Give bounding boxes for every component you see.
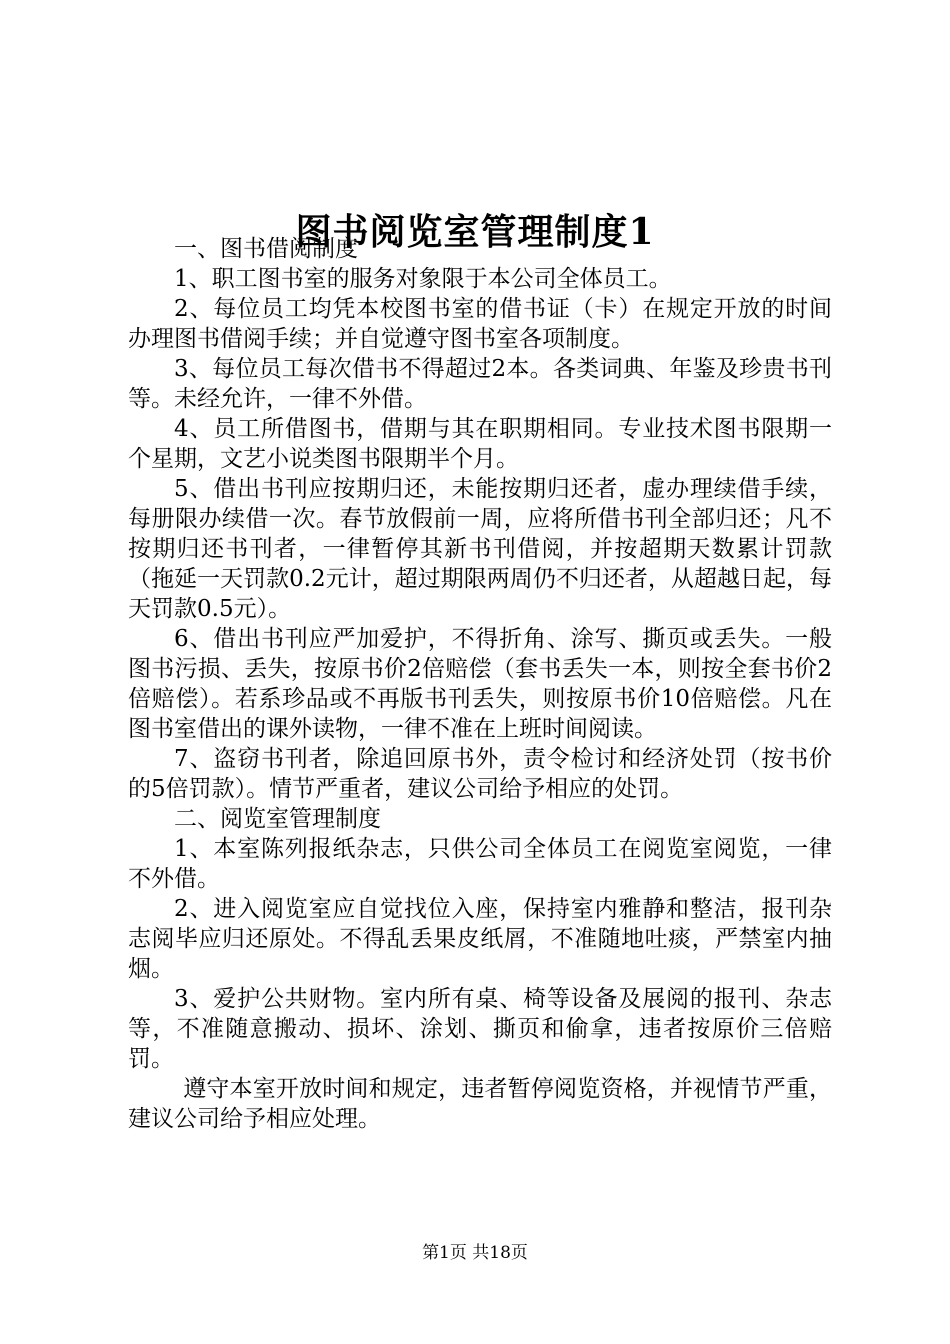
reading-room-closing-note: 遵守本室开放时间和规定，违者暂停阅览资格，并视情节严重，建议公司给予相应处理。 (128, 1076, 832, 1132)
borrowing-rule-1: 1、职工图书室的服务对象限于本公司全体员工。 (174, 266, 672, 292)
borrowing-rule-3: 3、每位员工每次借书不得超过2本。各类词典、年鉴及珍贵书刊等。未经允许，一律不外借。 (128, 356, 832, 412)
section-heading-reading-room: 二、阅览室管理制度 (174, 806, 381, 832)
section-heading-borrowing: 一、图书借阅制度 (174, 236, 358, 262)
reading-room-rule-2: 2、进入阅览室应自觉找位入座，保持室内雅静和整洁，报刊杂志阅毕应归还原处。不得乱丢果皮纸屑，不准随地吐痰，严禁室内抽烟。 (128, 896, 832, 982)
borrowing-rule-2: 2、每位员工均凭本校图书室的借书证（卡）在规定开放的时间办理图书借阅手续；并自觉遵守图书室各项制度。 (128, 296, 832, 352)
reading-room-rule-3: 3、爱护公共财物。室内所有桌、椅等设备及展阅的报刊、杂志等，不准随意搬动、损坏、涂划、撕页和偷拿，违者按原价三倍赔罚。 (128, 986, 832, 1072)
document-body (128, 234, 832, 1134)
borrowing-rule-5: 5、借出书刊应按期归还，未能按期归还者，虚办理续借手续，每册限办续借一次。春节放假前一周，应将所借书刊全部归还；凡不按期归还书刊者，一律暂停其新书刊借阅，并按超期天数累计罚款（拖延一天罚款0.2元计，超过期限两周仍不归还者，从超越日起，每天罚款0.5元）。 (128, 476, 832, 622)
borrowing-rule-4: 4、员工所借图书，借期与其在职期相同。专业技术图书限期一个星期，文艺小说类图书限期半个月。 (128, 416, 832, 472)
reading-room-rule-1: 1、本室陈列报纸杂志，只供公司全体员工在阅览室阅览，一律不外借。 (128, 836, 832, 892)
page-number-footer: 第1页 共18页 (422, 1243, 528, 1263)
document-title: 图书阅览室管理制度1 (295, 211, 655, 254)
borrowing-rule-6: 6、借出书刊应严加爱护，不得折角、涂写、撕页或丢失。一般图书污损、丢失，按原书价2倍赔偿（套书丢失一本，则按全套书价2倍赔偿）。若系珍品或不再版书刊丢失，则按原书价10倍赔偿。凡在图书室借出的课外读物，一律不准在上班时间阅读。 (128, 626, 832, 742)
borrowing-rule-7: 7、盗窃书刊者，除追回原书外，责令检讨和经济处罚（按书价的5倍罚款）。情节严重者，建议公司给予相应的处罚。 (128, 746, 832, 802)
